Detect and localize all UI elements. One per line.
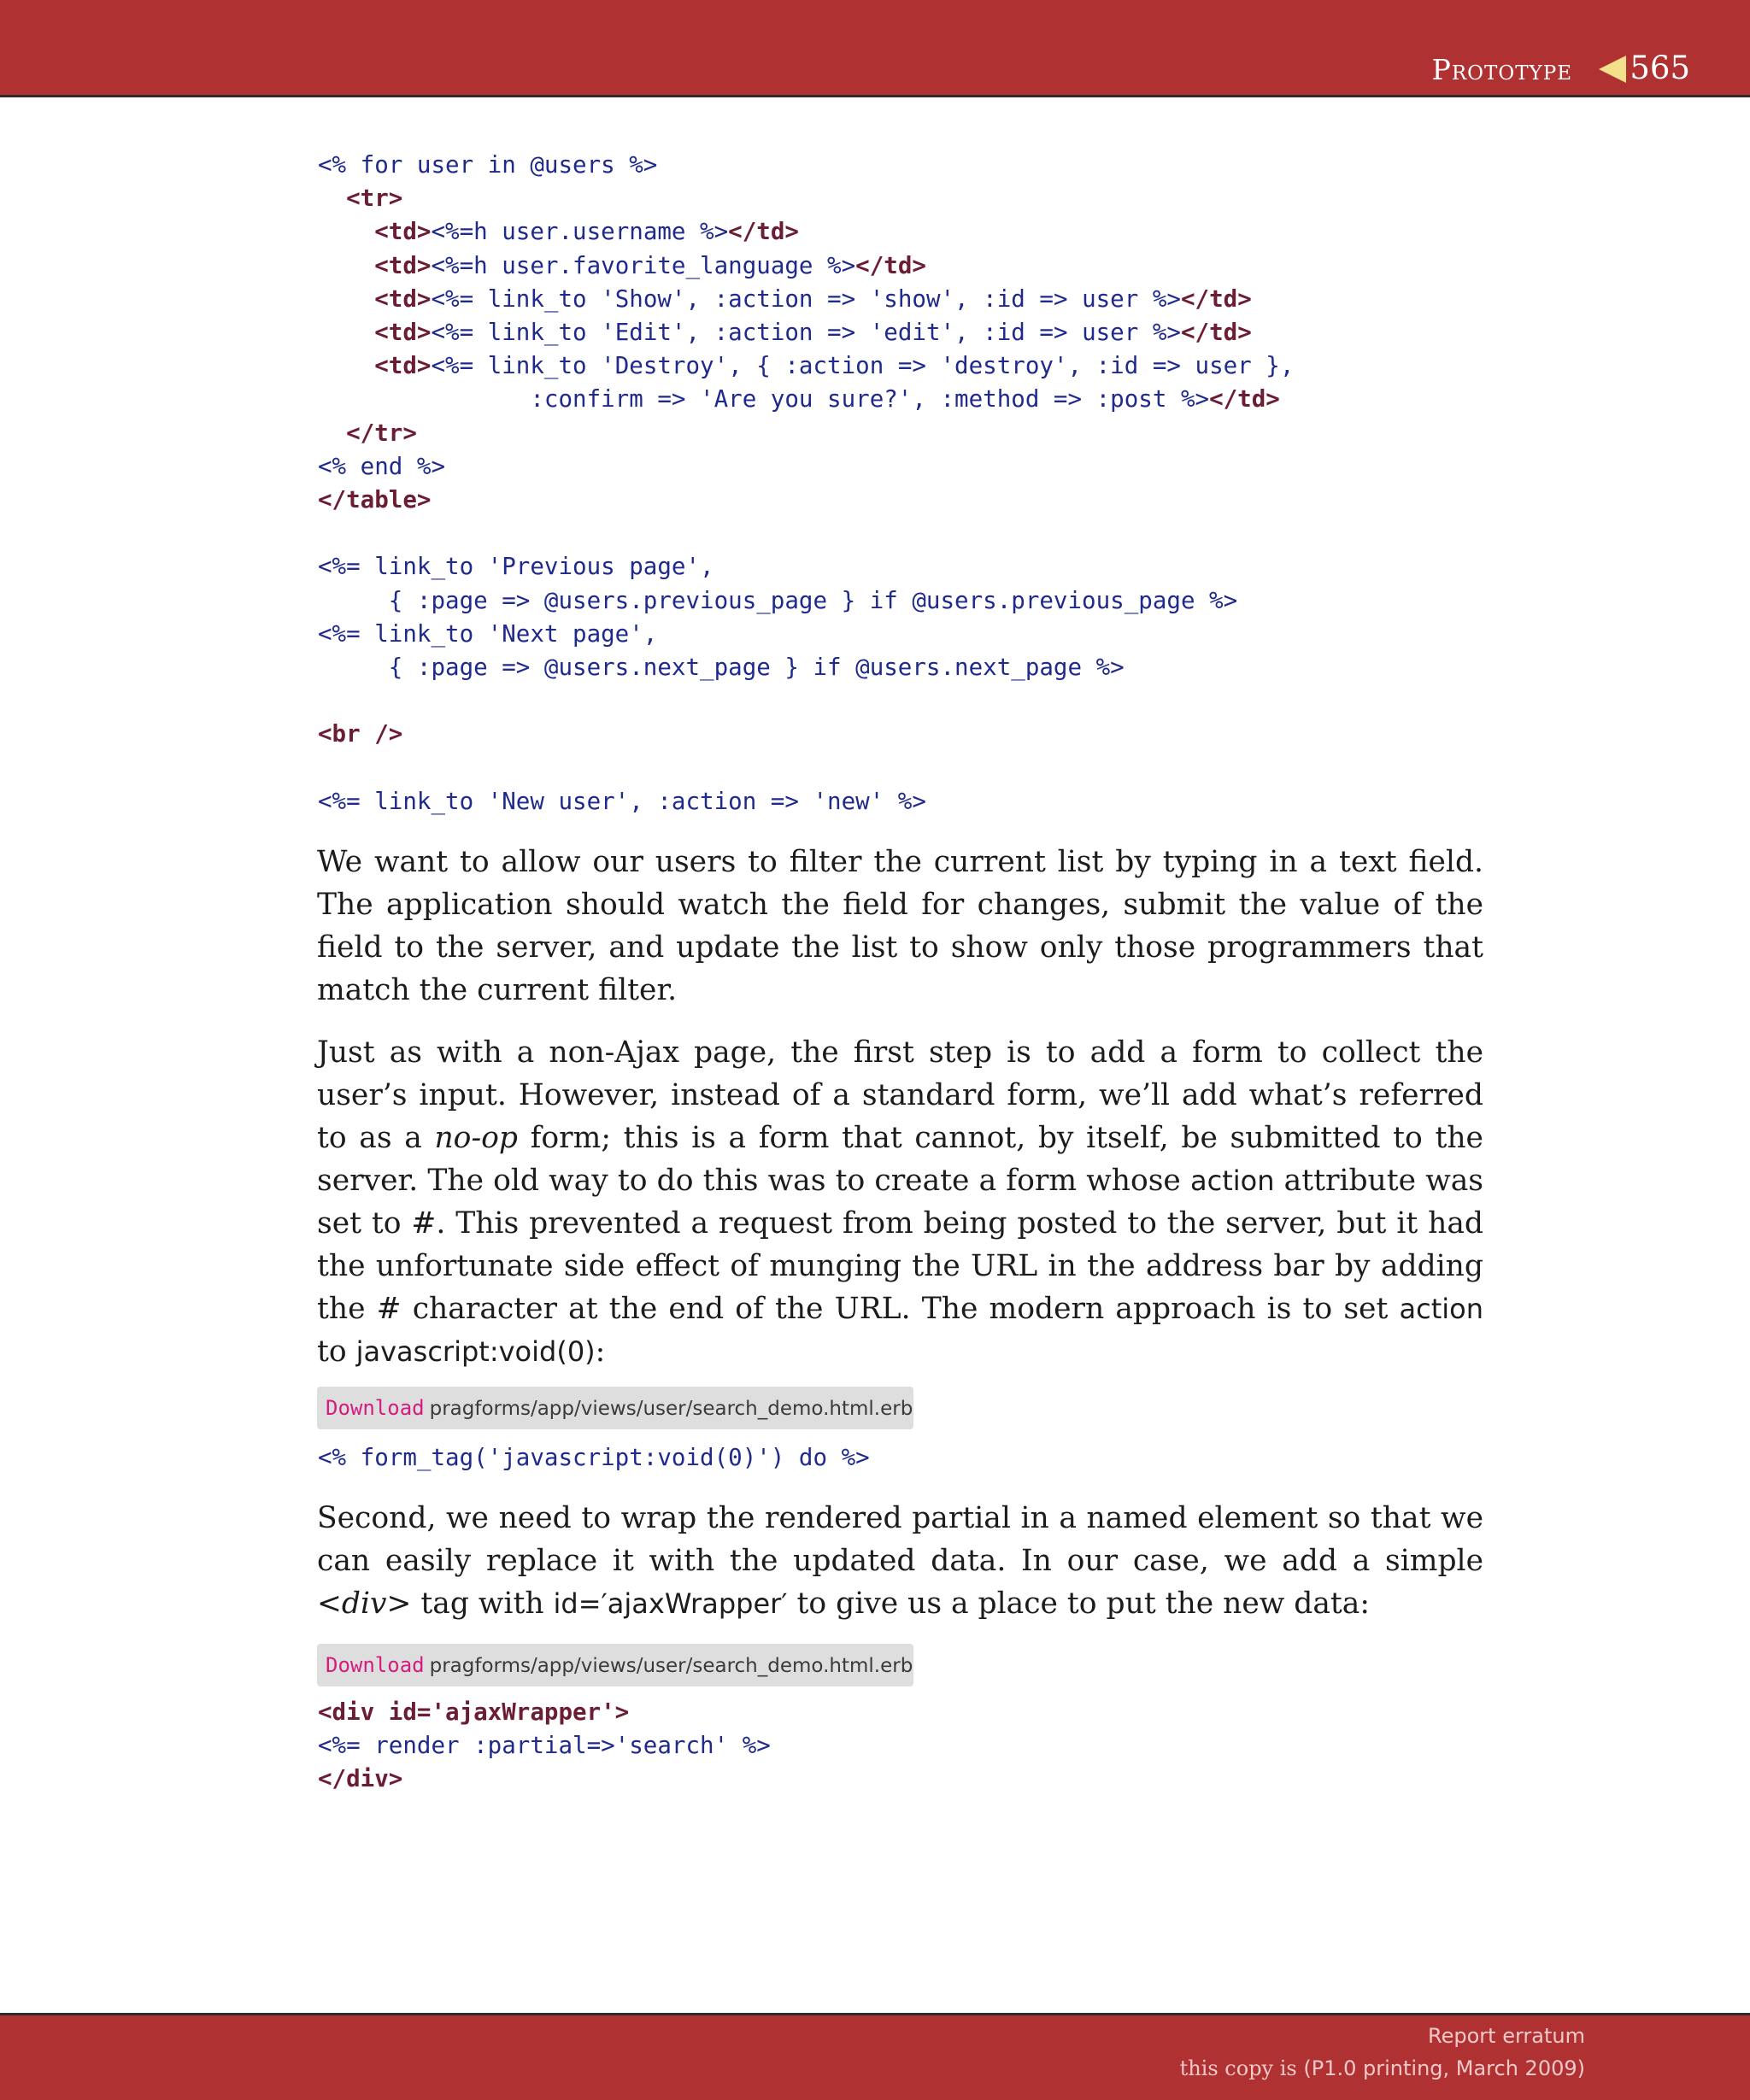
code-tag: <td> bbox=[374, 319, 432, 347]
code-line bbox=[318, 419, 417, 447]
code-text: <%=h user.favorite_language %> bbox=[431, 251, 856, 279]
download-label[interactable]: Download bbox=[326, 1396, 425, 1420]
code-listing-table bbox=[318, 149, 1294, 818]
code-tag: <td> bbox=[374, 218, 432, 246]
code-tag: <div id='ajaxWrapper'> bbox=[318, 1698, 630, 1726]
code-tag: </tr> bbox=[346, 419, 417, 447]
code-line bbox=[318, 352, 1294, 379]
section-title: Prototype bbox=[1431, 53, 1572, 86]
code-tag: <td> bbox=[374, 352, 432, 380]
paragraph-ajax-wrapper: Second, we need to wrap the rendered partial in a named element so that we can easily replace it with the updated data. In our case, we add a simple <div> tag with id=′ajaxWrapper′ to give us a place to put the new data: bbox=[317, 1501, 1483, 1621]
code-line bbox=[318, 385, 1280, 413]
code-tag: </td> bbox=[1180, 284, 1252, 313]
code-text: <%= link_to 'Destroy', { :action => 'destroy', :id => user }, bbox=[431, 352, 1295, 380]
code-tag: <td> bbox=[374, 251, 432, 279]
code-text: <%= link_to 'Previous page', bbox=[318, 553, 714, 581]
code-line bbox=[318, 587, 1237, 614]
code-line bbox=[318, 319, 1252, 346]
code-tag: </td> bbox=[855, 251, 926, 279]
code-listing-ajax-wrapper bbox=[318, 1696, 771, 1797]
code-text bbox=[318, 252, 374, 279]
code-text: <%= link_to 'Edit', :action => 'edit', :id => user %> bbox=[431, 319, 1181, 347]
code-line bbox=[318, 620, 657, 648]
code-line bbox=[318, 453, 445, 480]
code-text: <% form_tag('javascript:void(0)') do %> bbox=[318, 1444, 870, 1471]
copy-info: this copy is (P1.0 printing, March 2009) bbox=[1179, 2056, 1585, 2080]
download-path[interactable]: pragforms/app/views/user/search_demo.html.erb bbox=[429, 1398, 913, 1420]
code-line bbox=[318, 218, 799, 245]
code-tag: </td> bbox=[1180, 319, 1252, 347]
paragraph-filter-intro: We want to allow our users to filter the current list by typing in a text field. The application should watch the field for changes, submit the value of the field to the server, and update the list to show only those programmers that match the current filter. bbox=[317, 845, 1483, 1007]
code-text: <% end %> bbox=[318, 452, 446, 480]
code-tag: <td> bbox=[374, 284, 432, 313]
code-text bbox=[318, 185, 346, 212]
code-line bbox=[318, 1765, 402, 1792]
download-label[interactable]: Download bbox=[326, 1653, 425, 1677]
page-header bbox=[0, 0, 1750, 97]
previous-page-arrow-icon[interactable] bbox=[1599, 56, 1626, 83]
code-tag: </td> bbox=[1209, 385, 1280, 414]
code-text: <%= render :partial=>'search' %> bbox=[318, 1732, 771, 1760]
code-text bbox=[318, 319, 374, 346]
code-line bbox=[318, 720, 402, 748]
code-tag: </table> bbox=[318, 486, 432, 514]
code-tag: <br /> bbox=[318, 720, 403, 748]
code-line bbox=[318, 185, 402, 212]
code-text bbox=[318, 218, 374, 245]
code-text: <%= link_to 'New user', :action => 'new' %> bbox=[318, 787, 926, 815]
code-line bbox=[318, 1732, 771, 1759]
code-text: :confirm => 'Are you sure?', :method => :post %> bbox=[318, 385, 1210, 414]
code-text: { :page => @users.previous_page } if @users.previous_page %> bbox=[318, 586, 1238, 614]
code-tag: <tr> bbox=[346, 185, 403, 213]
code-text: <%= link_to 'Show', :action => 'show', :id => user %> bbox=[431, 284, 1181, 313]
code-line bbox=[318, 486, 431, 513]
paragraph-noop-form: Just as with a non-Ajax page, the first step is to add a form to collect the user’s input. However, instead of a standard form, we’ll add what’s referred to as a no-op form; this is a form that cannot, by itself, be submitted to the server. The old way to do this was to create a form whose action attribute was set to #. This prevented a request from being posted to the server, but it had the unfortunate side effect of munging the URL in the address bar by adding the # character at the end of the URL. The modern approach is to set action to javascript:void(0): bbox=[317, 1035, 1484, 1369]
code-text bbox=[318, 352, 374, 379]
report-erratum-link[interactable]: Report erratum bbox=[1428, 2024, 1585, 2048]
code-tag: </div> bbox=[318, 1765, 403, 1793]
download-path[interactable]: pragforms/app/views/user/search_demo.html.erb bbox=[429, 1655, 913, 1677]
code-tag: </td> bbox=[728, 218, 799, 246]
code-text bbox=[318, 419, 346, 447]
code-listing-form-tag bbox=[318, 1441, 870, 1475]
code-line bbox=[318, 1698, 629, 1726]
code-line bbox=[318, 788, 926, 815]
page-number: 565 bbox=[1630, 50, 1690, 86]
code-line bbox=[318, 285, 1252, 313]
code-line bbox=[318, 1444, 870, 1471]
code-text: <%=h user.username %> bbox=[431, 218, 729, 246]
code-text: { :page => @users.next_page } if @users.next_page %> bbox=[318, 654, 1125, 682]
download-link[interactable] bbox=[317, 1644, 913, 1686]
code-text: <%= link_to 'Next page', bbox=[318, 619, 658, 648]
code-line bbox=[318, 151, 657, 179]
code-line bbox=[318, 252, 926, 279]
code-text bbox=[318, 285, 374, 313]
page-footer bbox=[0, 2013, 1750, 2100]
code-line bbox=[318, 654, 1125, 681]
code-line bbox=[318, 553, 714, 580]
download-link[interactable] bbox=[317, 1387, 913, 1429]
code-text: <% for user in @users %> bbox=[318, 151, 658, 179]
